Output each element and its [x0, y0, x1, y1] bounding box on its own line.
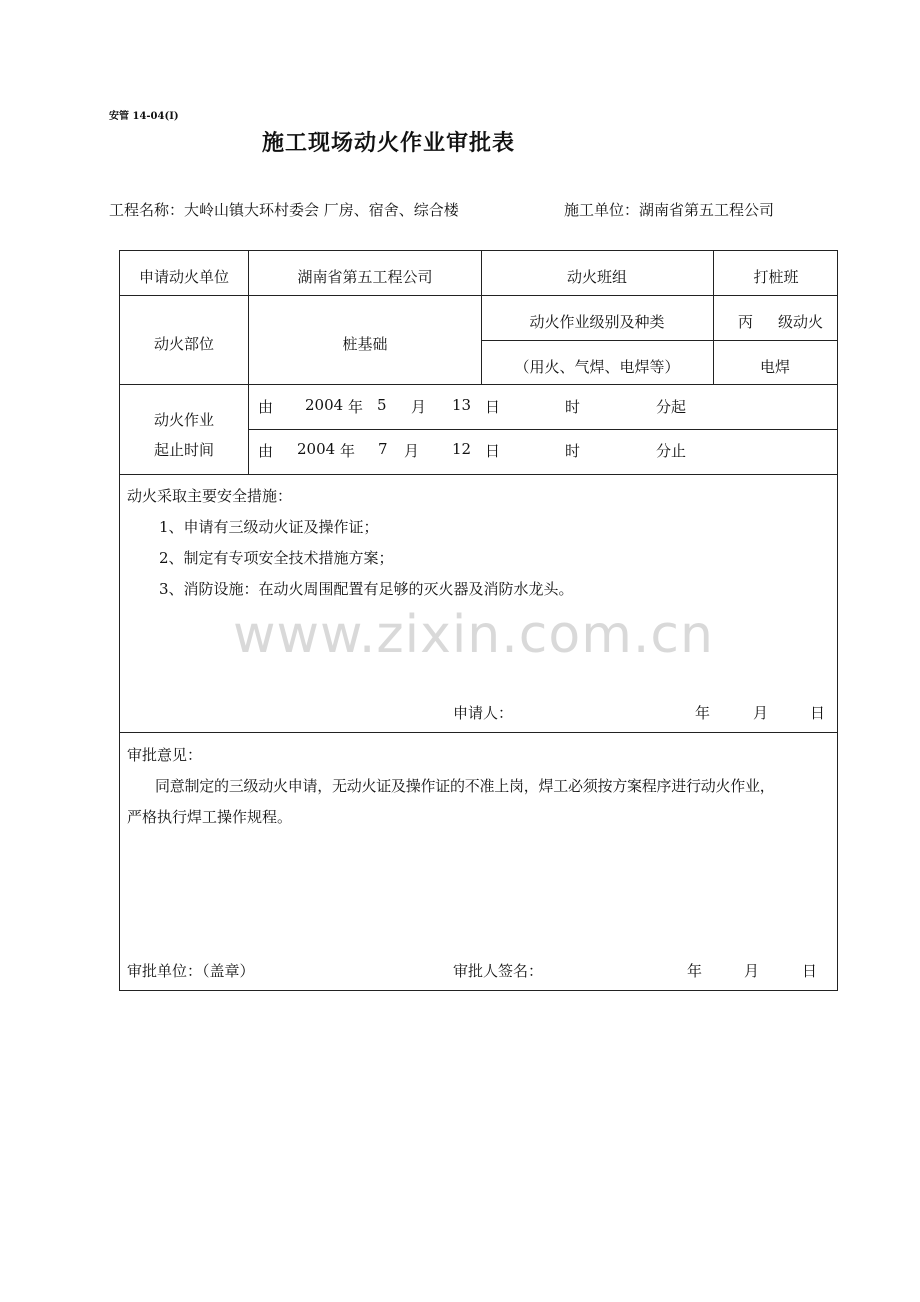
end-year: 2004	[297, 440, 336, 458]
table-border-bottom	[119, 990, 838, 991]
end-year-unit: 年	[340, 442, 356, 460]
approval-form-table	[119, 250, 838, 991]
type-hint: （用火、气焊、电焊等）	[514, 358, 680, 376]
approval-signer-label: 审批人签名：	[453, 962, 544, 980]
form-code: 安管 14-04(I)	[109, 111, 179, 122]
approval-heading: 审批意见：	[127, 746, 203, 764]
start-day-unit: 日	[485, 398, 501, 416]
applicant-day-unit: 日	[810, 704, 826, 722]
end-prefix: 由	[258, 442, 274, 460]
project-value: 大岭山镇大环村委会 厂房、宿舍、综合楼	[184, 201, 459, 219]
approval-year-unit: 年	[687, 962, 703, 980]
end-day: 12	[452, 440, 472, 458]
watermark: www.zixin.com.cn	[233, 605, 714, 665]
level-label: 动火作业级别及种类	[529, 313, 665, 331]
start-month: 5	[377, 396, 387, 414]
level-value-grade: 丙	[738, 313, 754, 331]
start-day: 13	[452, 396, 472, 414]
applicant-year-unit: 年	[695, 704, 711, 722]
safety-item-1: 1、申请有三级动火证及操作证；	[159, 518, 379, 536]
team-label: 动火班组	[566, 268, 628, 286]
row-divider	[248, 429, 838, 430]
col-divider	[481, 250, 482, 384]
safety-item-3: 3、消防设施：在动火周围配置有足够的灭火器及消防水龙头。	[159, 580, 574, 598]
end-month-unit: 月	[404, 442, 420, 460]
applicant-label: 申请人：	[453, 704, 514, 722]
table-border-left	[119, 250, 120, 991]
start-year: 2004	[305, 396, 344, 414]
start-month-unit: 月	[411, 398, 427, 416]
row-divider	[119, 295, 838, 296]
applicant-unit-label: 申请动火单位	[138, 268, 230, 286]
team-value: 打桩班	[753, 268, 799, 286]
type-value: 电焊	[759, 358, 791, 376]
location-label: 动火部位	[153, 335, 215, 353]
row-divider	[119, 474, 838, 475]
safety-item-2: 2、制定有专项安全技术措施方案；	[159, 549, 394, 567]
row-divider	[119, 384, 838, 385]
approval-text-line1: 同意制定的三级动火申请，无动火证及操作证的不准上岗，焊工必须按方案程序进行动火作业，	[155, 777, 775, 795]
start-prefix: 由	[258, 398, 274, 416]
end-min-unit: 分止	[656, 442, 687, 460]
end-hour-unit: 时	[565, 442, 581, 460]
col-divider	[248, 250, 249, 474]
time-label-line1: 动火作业	[153, 411, 215, 429]
contractor-value: 湖南省第五工程公司	[639, 201, 775, 219]
level-value-kind: 级动火	[778, 313, 824, 331]
approval-unit-label: 审批单位：（盖章）	[127, 962, 255, 980]
end-month: 7	[378, 440, 388, 458]
page-title: 施工现场动火作业审批表	[262, 130, 516, 156]
start-year-unit: 年	[348, 398, 364, 416]
start-hour-unit: 时	[565, 398, 581, 416]
location-value: 桩基础	[342, 335, 388, 353]
approval-text-line2: 严格执行焊工操作规程。	[127, 808, 293, 826]
row-divider	[481, 340, 838, 341]
approval-month-unit: 月	[744, 962, 760, 980]
project-name	[109, 199, 459, 220]
table-border-right	[837, 250, 838, 991]
safety-heading: 动火采取主要安全措施：	[127, 487, 293, 505]
project-label: 工程名称：	[109, 201, 185, 219]
applicant-unit-value: 湖南省第五工程公司	[297, 268, 433, 286]
end-day-unit: 日	[485, 442, 501, 460]
col-divider	[713, 250, 714, 384]
contractor	[564, 199, 774, 220]
row-divider	[119, 732, 838, 733]
applicant-month-unit: 月	[753, 704, 769, 722]
contractor-label: 施工单位：	[564, 201, 640, 219]
table-border-top	[119, 250, 838, 251]
start-min-unit: 分起	[656, 398, 687, 416]
time-label-line2: 起止时间	[153, 441, 215, 459]
approval-day-unit: 日	[802, 962, 818, 980]
